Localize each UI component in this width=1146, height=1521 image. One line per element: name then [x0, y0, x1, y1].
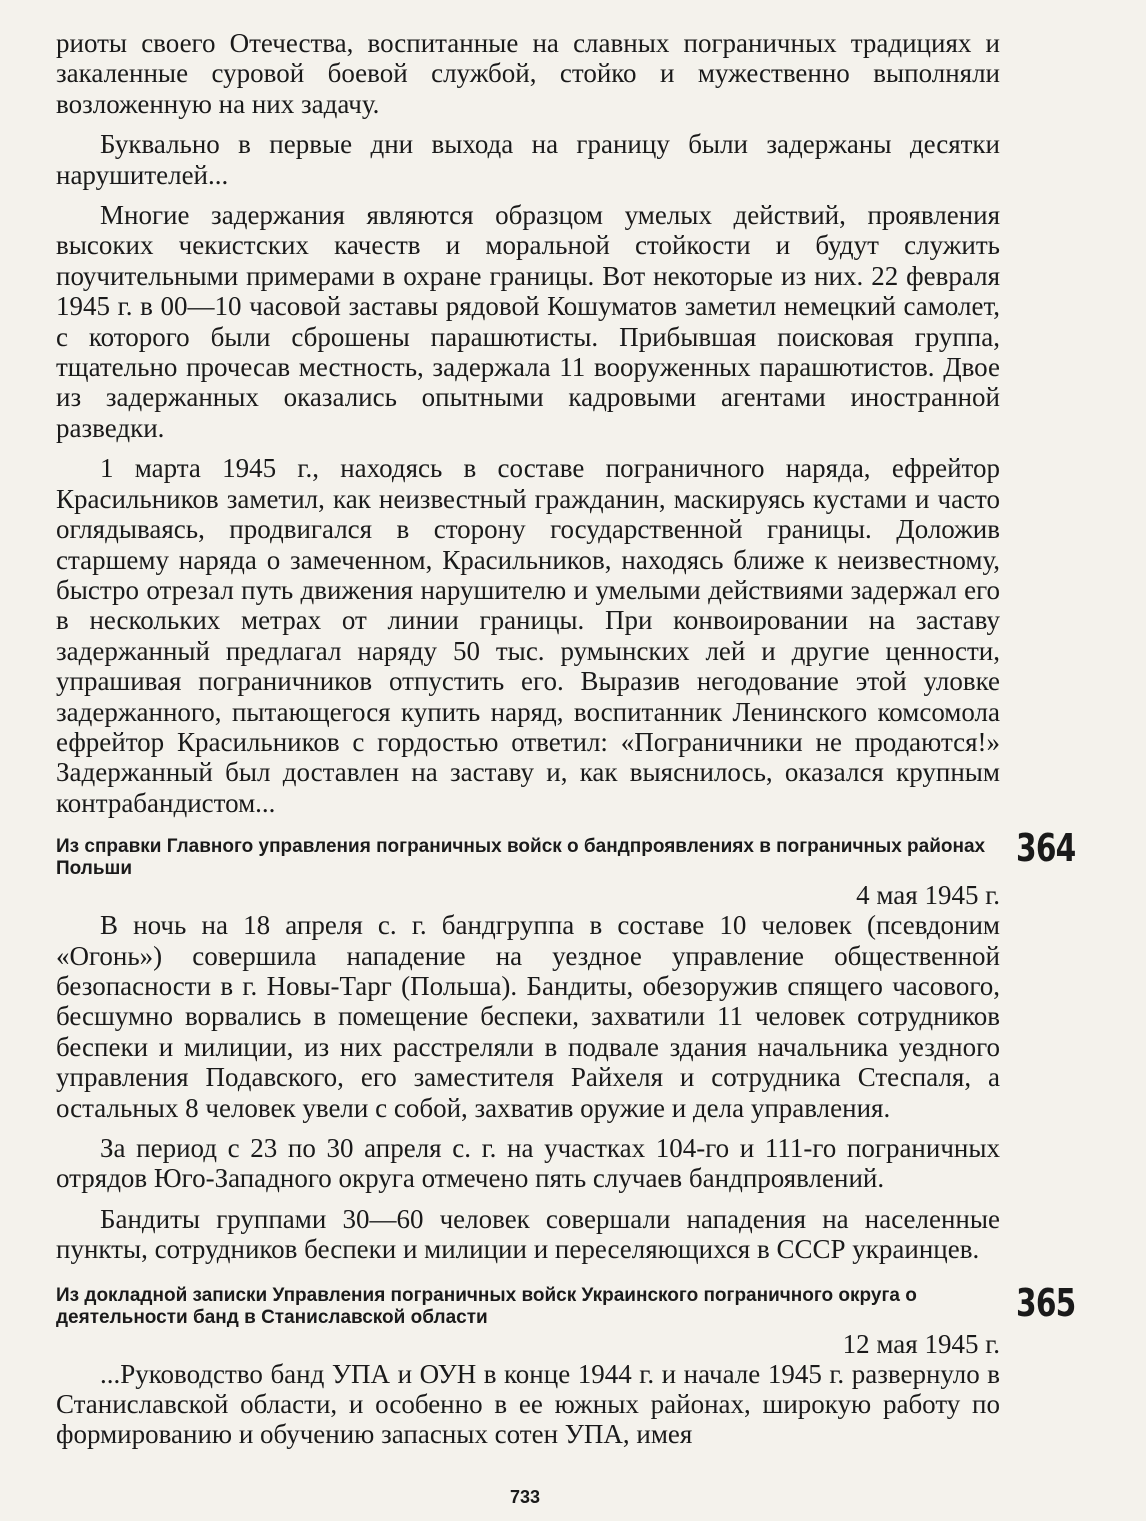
paragraph: риоты своего Отечества, воспитанные на славных пограничных традициях и закаленные суровой боевой службой, стойко и мужественно выполняли возложенную на них задачу.: [56, 28, 1000, 119]
document-364: [56, 826, 1076, 1265]
paragraph: Бандиты группами 30—60 человек совершали нападения на населенные пункты, сотрудников беспеки и милиции и переселяющихся в СССР украинцев.: [56, 1203, 1000, 1265]
paragraph: 1 марта 1945 г., находясь в составе пограничного наряда, ефрейтор Красильников заметил, как неизвестный гражданин, маскируясь кустами и часто оглядываясь, продвигался в сторону государственной границы. Доложив старшему наряда о замеченном, Красильников, находясь ближе к неизвестному, быстро отрезал путь движения нарушителю и умелыми действиями задержал его в нескольких метрах от линии границы. При конвоировании на заставу задержанный предлагал наряду 50 тыс. румынских лей и другие ценности, упрашивая пограничников отпустить его. Выразив негодование этой уловке задержанного, пытающегося купить наряд, воспитанник Ленинского комсомола ефрейтор Красильников с гордостью ответил: «Пограничники не продаются!» Задержанный был доставлен на заставу и, как выяснилось, оказался крупным контрабандистом...: [56, 453, 1000, 818]
paragraph: ...Руководство банд УПА и ОУН в конце 1944 г. и начале 1945 г. развернуло в Станиславской области, и особенно в ее южных районах, широкую работу по формированию и обучению запасных сотен УПА, имея: [56, 1358, 1000, 1450]
paragraph: В ночь на 18 апреля с. г. бандгруппа в составе 10 человек (псевдоним «Огонь») совершила нападение на уездное управление общественной безопасности в г. Новы-Тарг (Польша). Бандиты, обезоружив спящего часового, бесшумно ворвались в помещение беспеки, захватили 11 человек сотрудников беспеки и милиции, из них расстреляли в подвале здания начальника уездного управления Подавского, его заместителя Райхеля и сотрудника Стеспаля, а остальных 8 человек увели с собой, захватив оружие и дела управления.: [56, 910, 1000, 1123]
paragraph: Многие задержания являются образцом умелых действий, проявления высоких чекистских качеств и моральной стойкости и будут служить поучительными примерами в охране границы. Вот некоторые из них. 22 февраля 1945 г. в 00—10 часовой заставы рядовой Кошуматов заметил немецкий самолет, с которого были сброшены парашютисты. Прибывшая поисковая группа, тщательно прочесав местность, задержала 11 вооруженных парашютистов. Двое из задержанных оказались опытными кадровыми агентами иностранной разведки.: [56, 200, 1000, 443]
paragraph: За период с 23 по 30 апреля с. г. на участках 104-го и 111-го пограничных отрядов Юго-Западного округа отмечено пять случаев бандпроявлений.: [56, 1133, 1000, 1194]
document-365: [56, 1280, 1076, 1450]
document-heading: [56, 1285, 1000, 1329]
page-body: [56, 28, 1076, 1450]
document-heading: [56, 836, 1000, 880]
paragraph: Буквально в первые дни выхода на границу были задержаны десятки нарушителей...: [56, 129, 1000, 190]
document-heading-text: Из справки Главного управления пограничных войск о бандпроявлениях в пограничных районах Польши: [56, 836, 986, 880]
page-number: 733: [509, 1487, 541, 1507]
document-date: 4 мая 1945 г.: [856, 880, 1000, 911]
document-number: 364: [1016, 826, 1076, 871]
document-number: 365: [1016, 1280, 1076, 1325]
document-heading-text: Из докладной записки Управления пограничных войск Украинского пограничного округа о деятельности банд в Станиславской области: [56, 1284, 917, 1328]
document-date: 12 мая 1945 г.: [842, 1328, 1000, 1359]
